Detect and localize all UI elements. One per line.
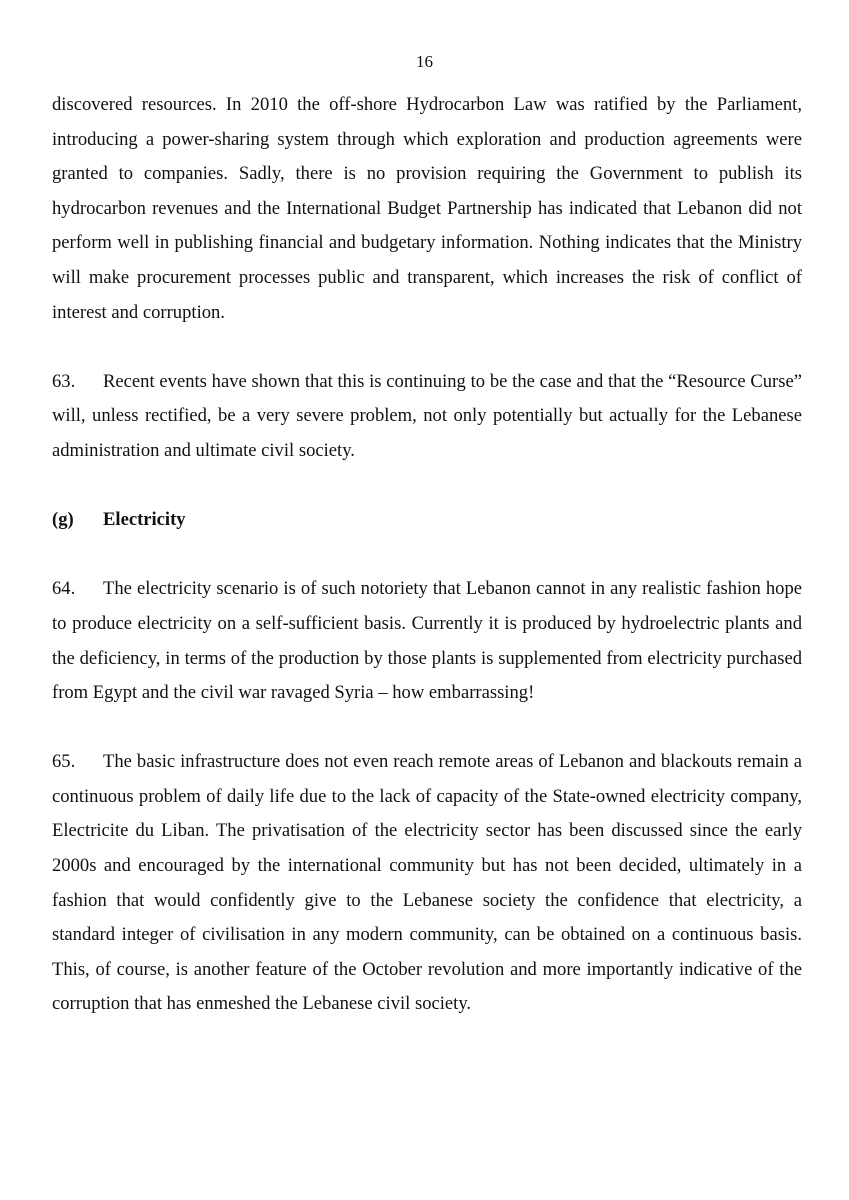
paragraph-65 bbox=[52, 745, 802, 1022]
paragraph-text: The basic infrastructure does not even reach remote areas of Lebanon and blackouts remain a continuous problem of daily life due to the lack of capacity of the State-owned electricity company, Electricite du Liban. The privatisation of the electricity sector has been discussed since the early 2000s and encouraged by the international community but has not been decided, ultimately in a fashion that would confidently give to the Lebanese society the confidence that electricity, a standard integer of civilisation in any modern community, can be obtained on a continuous basis. This, of course, is another feature of the October revolution and more importantly indicative of the corruption that has enmeshed the Lebanese civil society. bbox=[52, 751, 802, 1015]
document-body bbox=[52, 88, 802, 1022]
paragraph-64 bbox=[52, 572, 802, 710]
paragraph-number: 65. bbox=[52, 751, 76, 773]
paragraph-number: 64. bbox=[52, 578, 76, 600]
paragraph-continuation: discovered resources. In 2010 the off-shore Hydrocarbon Law was ratified by the Parliament, introducing a power-sharing system through which exploration and production agreements were granted to companies. Sadly, there is no provision requiring the Government to publish its hydrocarbon revenues and the International Budget Partnership has indicated that Lebanon did not perform well in publishing financial and budgetary information. Nothing indicates that the Ministry will make procurement processes public and transparent, which increases the risk of conflict of interest and corruption. bbox=[52, 94, 802, 323]
section-heading-electricity bbox=[52, 503, 802, 538]
paragraph-63 bbox=[52, 365, 802, 469]
paragraph-gap bbox=[52, 711, 802, 746]
paragraph-gap bbox=[52, 469, 802, 504]
paragraph-text: The electricity scenario is of such notoriety that Lebanon cannot in any realistic fashion hope to produce electricity on a self-sufficient basis. Currently it is produced by hydroelectric plants and the deficiency, in terms of the production by those plants is supplemented from electricity purchased from Egypt and the civil war ravaged Syria – how embarrassing! bbox=[52, 578, 802, 704]
section-letter: (g) bbox=[52, 509, 74, 531]
paragraph-gap bbox=[52, 538, 802, 573]
paragraph-text: Recent events have shown that this is continuing to be the case and that the “Resource Curse” will, unless rectified, be a very severe problem, not only potentially but actually for the Lebanese administration and ultimate civil society. bbox=[52, 370, 802, 461]
section-title: Electricity bbox=[103, 509, 186, 531]
paragraph-number: 63. bbox=[52, 370, 76, 392]
page-number: 16 bbox=[416, 52, 433, 71]
paragraph-gap bbox=[52, 330, 802, 365]
